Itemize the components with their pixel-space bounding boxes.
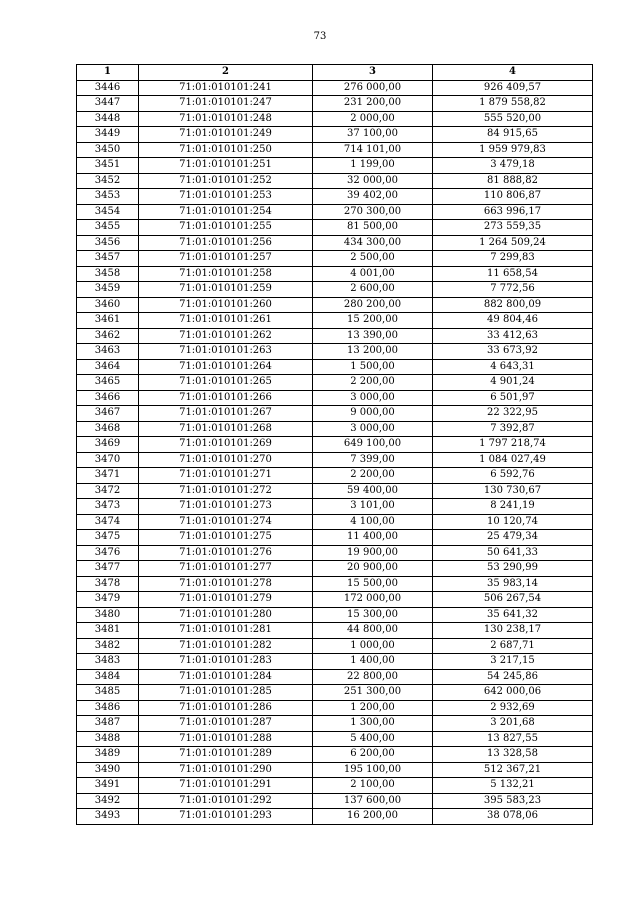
cadastral-number-cell: 71:01:010101:283 [139,654,313,670]
amount-cell: 506 267,54 [433,592,593,608]
table-row [77,638,593,654]
cadastral-number-cell: 71:01:010101:251 [139,158,313,174]
value-cell: 434 300,00 [313,235,433,251]
amount-cell: 53 290,99 [433,561,593,577]
value-cell: 1 199,00 [313,158,433,174]
row-number-cell: 3463 [77,344,139,360]
row-number-cell: 3481 [77,623,139,639]
value-cell: 37 100,00 [313,127,433,143]
value-cell: 1 400,00 [313,654,433,670]
amount-cell: 7 299,83 [433,251,593,267]
table-row [77,685,593,701]
row-number-cell: 3469 [77,437,139,453]
amount-cell: 3 201,68 [433,716,593,732]
value-cell: 15 300,00 [313,607,433,623]
amount-cell: 130 730,67 [433,483,593,499]
amount-cell: 6 501,97 [433,390,593,406]
value-cell: 39 402,00 [313,189,433,205]
value-cell: 137 600,00 [313,793,433,809]
row-number-cell: 3459 [77,282,139,298]
amount-cell: 926 409,57 [433,80,593,96]
value-cell: 270 300,00 [313,204,433,220]
row-number-cell: 3450 [77,142,139,158]
value-cell: 3 000,00 [313,421,433,437]
table-row [77,344,593,360]
amount-cell: 1 084 027,49 [433,452,593,468]
cadastral-number-cell: 71:01:010101:247 [139,96,313,112]
value-cell: 1 300,00 [313,716,433,732]
row-number-cell: 3471 [77,468,139,484]
table-row [77,483,593,499]
cadastral-number-cell: 71:01:010101:287 [139,716,313,732]
table-row [77,328,593,344]
cadastral-number-cell: 71:01:010101:260 [139,297,313,313]
cadastral-number-cell: 71:01:010101:269 [139,437,313,453]
row-number-cell: 3461 [77,313,139,329]
amount-cell: 7 392,87 [433,421,593,437]
column-header-3: 3 [313,65,433,81]
amount-cell: 38 078,06 [433,809,593,825]
row-number-cell: 3460 [77,297,139,313]
table-row [77,778,593,794]
amount-cell: 54 245,86 [433,669,593,685]
amount-cell: 663 996,17 [433,204,593,220]
cadastral-number-cell: 71:01:010101:270 [139,452,313,468]
cadastral-number-cell: 71:01:010101:275 [139,530,313,546]
table-row [77,731,593,747]
row-number-cell: 3464 [77,359,139,375]
row-number-cell: 3465 [77,375,139,391]
cadastral-number-cell: 71:01:010101:276 [139,545,313,561]
table-row [77,623,593,639]
cadastral-number-cell: 71:01:010101:289 [139,747,313,763]
table-row [77,127,593,143]
value-cell: 16 200,00 [313,809,433,825]
amount-cell: 8 241,19 [433,499,593,515]
value-cell: 22 800,00 [313,669,433,685]
row-number-cell: 3479 [77,592,139,608]
table-row [77,421,593,437]
cadastral-number-cell: 71:01:010101:272 [139,483,313,499]
row-number-cell: 3470 [77,452,139,468]
table-row [77,809,593,825]
table-row [77,189,593,205]
amount-cell: 22 322,95 [433,406,593,422]
row-number-cell: 3492 [77,793,139,809]
amount-cell: 4 643,31 [433,359,593,375]
amount-cell: 5 132,21 [433,778,593,794]
amount-cell: 81 888,82 [433,173,593,189]
table-row [77,204,593,220]
value-cell: 13 200,00 [313,344,433,360]
table-row [77,111,593,127]
cadastral-number-cell: 71:01:010101:273 [139,499,313,515]
table-row [77,468,593,484]
row-number-cell: 3466 [77,390,139,406]
row-number-cell: 3462 [77,328,139,344]
value-cell: 2 600,00 [313,282,433,298]
cadastral-number-cell: 71:01:010101:254 [139,204,313,220]
amount-cell: 50 641,33 [433,545,593,561]
table-row [77,96,593,112]
cadastral-number-cell: 71:01:010101:285 [139,685,313,701]
amount-cell: 25 479,34 [433,530,593,546]
cadastral-table [76,64,593,825]
row-number-cell: 3456 [77,235,139,251]
value-cell: 11 400,00 [313,530,433,546]
cadastral-number-cell: 71:01:010101:264 [139,359,313,375]
row-number-cell: 3473 [77,499,139,515]
row-number-cell: 3482 [77,638,139,654]
amount-cell: 84 915,65 [433,127,593,143]
cadastral-number-cell: 71:01:010101:265 [139,375,313,391]
amount-cell: 10 120,74 [433,514,593,530]
cadastral-number-cell: 71:01:010101:291 [139,778,313,794]
amount-cell: 1 797 218,74 [433,437,593,453]
amount-cell: 273 559,35 [433,220,593,236]
cadastral-number-cell: 71:01:010101:292 [139,793,313,809]
row-number-cell: 3474 [77,514,139,530]
row-number-cell: 3453 [77,189,139,205]
amount-cell: 1 264 509,24 [433,235,593,251]
value-cell: 4 100,00 [313,514,433,530]
amount-cell: 49 804,46 [433,313,593,329]
amount-cell: 33 412,63 [433,328,593,344]
value-cell: 15 200,00 [313,313,433,329]
cadastral-number-cell: 71:01:010101:277 [139,561,313,577]
value-cell: 20 900,00 [313,561,433,577]
column-header-2: 2 [139,65,313,81]
table-row [77,158,593,174]
row-number-cell: 3489 [77,747,139,763]
row-number-cell: 3483 [77,654,139,670]
amount-cell: 512 367,21 [433,762,593,778]
amount-cell: 1 959 979,83 [433,142,593,158]
row-number-cell: 3449 [77,127,139,143]
table-body [77,80,593,824]
row-number-cell: 3486 [77,700,139,716]
table-row [77,313,593,329]
table-row [77,514,593,530]
table-row [77,700,593,716]
value-cell: 1 000,00 [313,638,433,654]
cadastral-number-cell: 71:01:010101:258 [139,266,313,282]
table-row [77,220,593,236]
table-row [77,375,593,391]
page-number: 73 [313,31,327,42]
cadastral-number-cell: 71:01:010101:279 [139,592,313,608]
cadastral-number-cell: 71:01:010101:257 [139,251,313,267]
row-number-cell: 3493 [77,809,139,825]
table-row [77,452,593,468]
cadastral-number-cell: 71:01:010101:252 [139,173,313,189]
value-cell: 5 400,00 [313,731,433,747]
column-header-1: 1 [77,65,139,81]
table-row [77,669,593,685]
value-cell: 9 000,00 [313,406,433,422]
table-row [77,793,593,809]
cadastral-number-cell: 71:01:010101:281 [139,623,313,639]
cadastral-number-cell: 71:01:010101:250 [139,142,313,158]
table-row [77,592,593,608]
cadastral-number-cell: 71:01:010101:267 [139,406,313,422]
cadastral-number-cell: 71:01:010101:280 [139,607,313,623]
amount-cell: 3 217,15 [433,654,593,670]
amount-cell: 35 983,14 [433,576,593,592]
amount-cell: 642 000,06 [433,685,593,701]
value-cell: 649 100,00 [313,437,433,453]
cadastral-number-cell: 71:01:010101:259 [139,282,313,298]
row-number-cell: 3448 [77,111,139,127]
table-row [77,747,593,763]
amount-cell: 6 592,76 [433,468,593,484]
table-row [77,80,593,96]
value-cell: 714 101,00 [313,142,433,158]
value-cell: 13 390,00 [313,328,433,344]
cadastral-number-cell: 71:01:010101:271 [139,468,313,484]
value-cell: 2 200,00 [313,468,433,484]
row-number-cell: 3488 [77,731,139,747]
amount-cell: 11 658,54 [433,266,593,282]
table-row [77,390,593,406]
value-cell: 172 000,00 [313,592,433,608]
row-number-cell: 3491 [77,778,139,794]
table-header-row [77,65,593,81]
table-row [77,530,593,546]
row-number-cell: 3480 [77,607,139,623]
row-number-cell: 3476 [77,545,139,561]
table-row [77,561,593,577]
cadastral-number-cell: 71:01:010101:282 [139,638,313,654]
value-cell: 15 500,00 [313,576,433,592]
amount-cell: 2 687,71 [433,638,593,654]
amount-cell: 1 879 558,82 [433,96,593,112]
value-cell: 3 101,00 [313,499,433,515]
cadastral-number-cell: 71:01:010101:253 [139,189,313,205]
value-cell: 44 800,00 [313,623,433,639]
value-cell: 2 200,00 [313,375,433,391]
value-cell: 251 300,00 [313,685,433,701]
amount-cell: 13 328,58 [433,747,593,763]
cadastral-number-cell: 71:01:010101:256 [139,235,313,251]
amount-cell: 2 932,69 [433,700,593,716]
value-cell: 276 000,00 [313,80,433,96]
table-row [77,251,593,267]
value-cell: 2 000,00 [313,111,433,127]
cadastral-number-cell: 71:01:010101:274 [139,514,313,530]
table-row [77,499,593,515]
table-row [77,437,593,453]
row-number-cell: 3458 [77,266,139,282]
cadastral-number-cell: 71:01:010101:241 [139,80,313,96]
amount-cell: 555 520,00 [433,111,593,127]
amount-cell: 395 583,23 [433,793,593,809]
value-cell: 3 000,00 [313,390,433,406]
amount-cell: 7 772,56 [433,282,593,298]
row-number-cell: 3485 [77,685,139,701]
cadastral-number-cell: 71:01:010101:249 [139,127,313,143]
row-number-cell: 3452 [77,173,139,189]
row-number-cell: 3446 [77,80,139,96]
cadastral-number-cell: 71:01:010101:255 [139,220,313,236]
column-header-4: 4 [433,65,593,81]
cadastral-number-cell: 71:01:010101:263 [139,344,313,360]
table-row [77,607,593,623]
amount-cell: 882 800,09 [433,297,593,313]
cadastral-number-cell: 71:01:010101:288 [139,731,313,747]
table-row [77,297,593,313]
row-number-cell: 3490 [77,762,139,778]
amount-cell: 35 641,32 [433,607,593,623]
row-number-cell: 3467 [77,406,139,422]
amount-cell: 3 479,18 [433,158,593,174]
value-cell: 1 200,00 [313,700,433,716]
row-number-cell: 3457 [77,251,139,267]
row-number-cell: 3468 [77,421,139,437]
cadastral-number-cell: 71:01:010101:290 [139,762,313,778]
table-row [77,716,593,732]
value-cell: 195 100,00 [313,762,433,778]
value-cell: 59 400,00 [313,483,433,499]
row-number-cell: 3484 [77,669,139,685]
row-number-cell: 3454 [77,204,139,220]
row-number-cell: 3487 [77,716,139,732]
value-cell: 2 100,00 [313,778,433,794]
value-cell: 280 200,00 [313,297,433,313]
table-row [77,406,593,422]
table-row [77,142,593,158]
value-cell: 6 200,00 [313,747,433,763]
row-number-cell: 3472 [77,483,139,499]
value-cell: 4 001,00 [313,266,433,282]
cadastral-number-cell: 71:01:010101:248 [139,111,313,127]
table-row [77,235,593,251]
row-number-cell: 3451 [77,158,139,174]
row-number-cell: 3455 [77,220,139,236]
amount-cell: 130 238,17 [433,623,593,639]
table-row [77,266,593,282]
table-row [77,545,593,561]
row-number-cell: 3477 [77,561,139,577]
cadastral-number-cell: 71:01:010101:261 [139,313,313,329]
row-number-cell: 3475 [77,530,139,546]
cadastral-number-cell: 71:01:010101:268 [139,421,313,437]
table-row [77,762,593,778]
cadastral-number-cell: 71:01:010101:262 [139,328,313,344]
table-row [77,576,593,592]
cadastral-number-cell: 71:01:010101:293 [139,809,313,825]
value-cell: 231 200,00 [313,96,433,112]
value-cell: 19 900,00 [313,545,433,561]
cadastral-number-cell: 71:01:010101:284 [139,669,313,685]
amount-cell: 13 827,55 [433,731,593,747]
value-cell: 1 500,00 [313,359,433,375]
row-number-cell: 3447 [77,96,139,112]
value-cell: 2 500,00 [313,251,433,267]
table-row [77,282,593,298]
cadastral-number-cell: 71:01:010101:286 [139,700,313,716]
value-cell: 7 399,00 [313,452,433,468]
row-number-cell: 3478 [77,576,139,592]
amount-cell: 110 806,87 [433,189,593,205]
value-cell: 32 000,00 [313,173,433,189]
amount-cell: 33 673,92 [433,344,593,360]
table-row [77,359,593,375]
amount-cell: 4 901,24 [433,375,593,391]
table-row [77,654,593,670]
cadastral-number-cell: 71:01:010101:278 [139,576,313,592]
table-row [77,173,593,189]
cadastral-number-cell: 71:01:010101:266 [139,390,313,406]
value-cell: 81 500,00 [313,220,433,236]
